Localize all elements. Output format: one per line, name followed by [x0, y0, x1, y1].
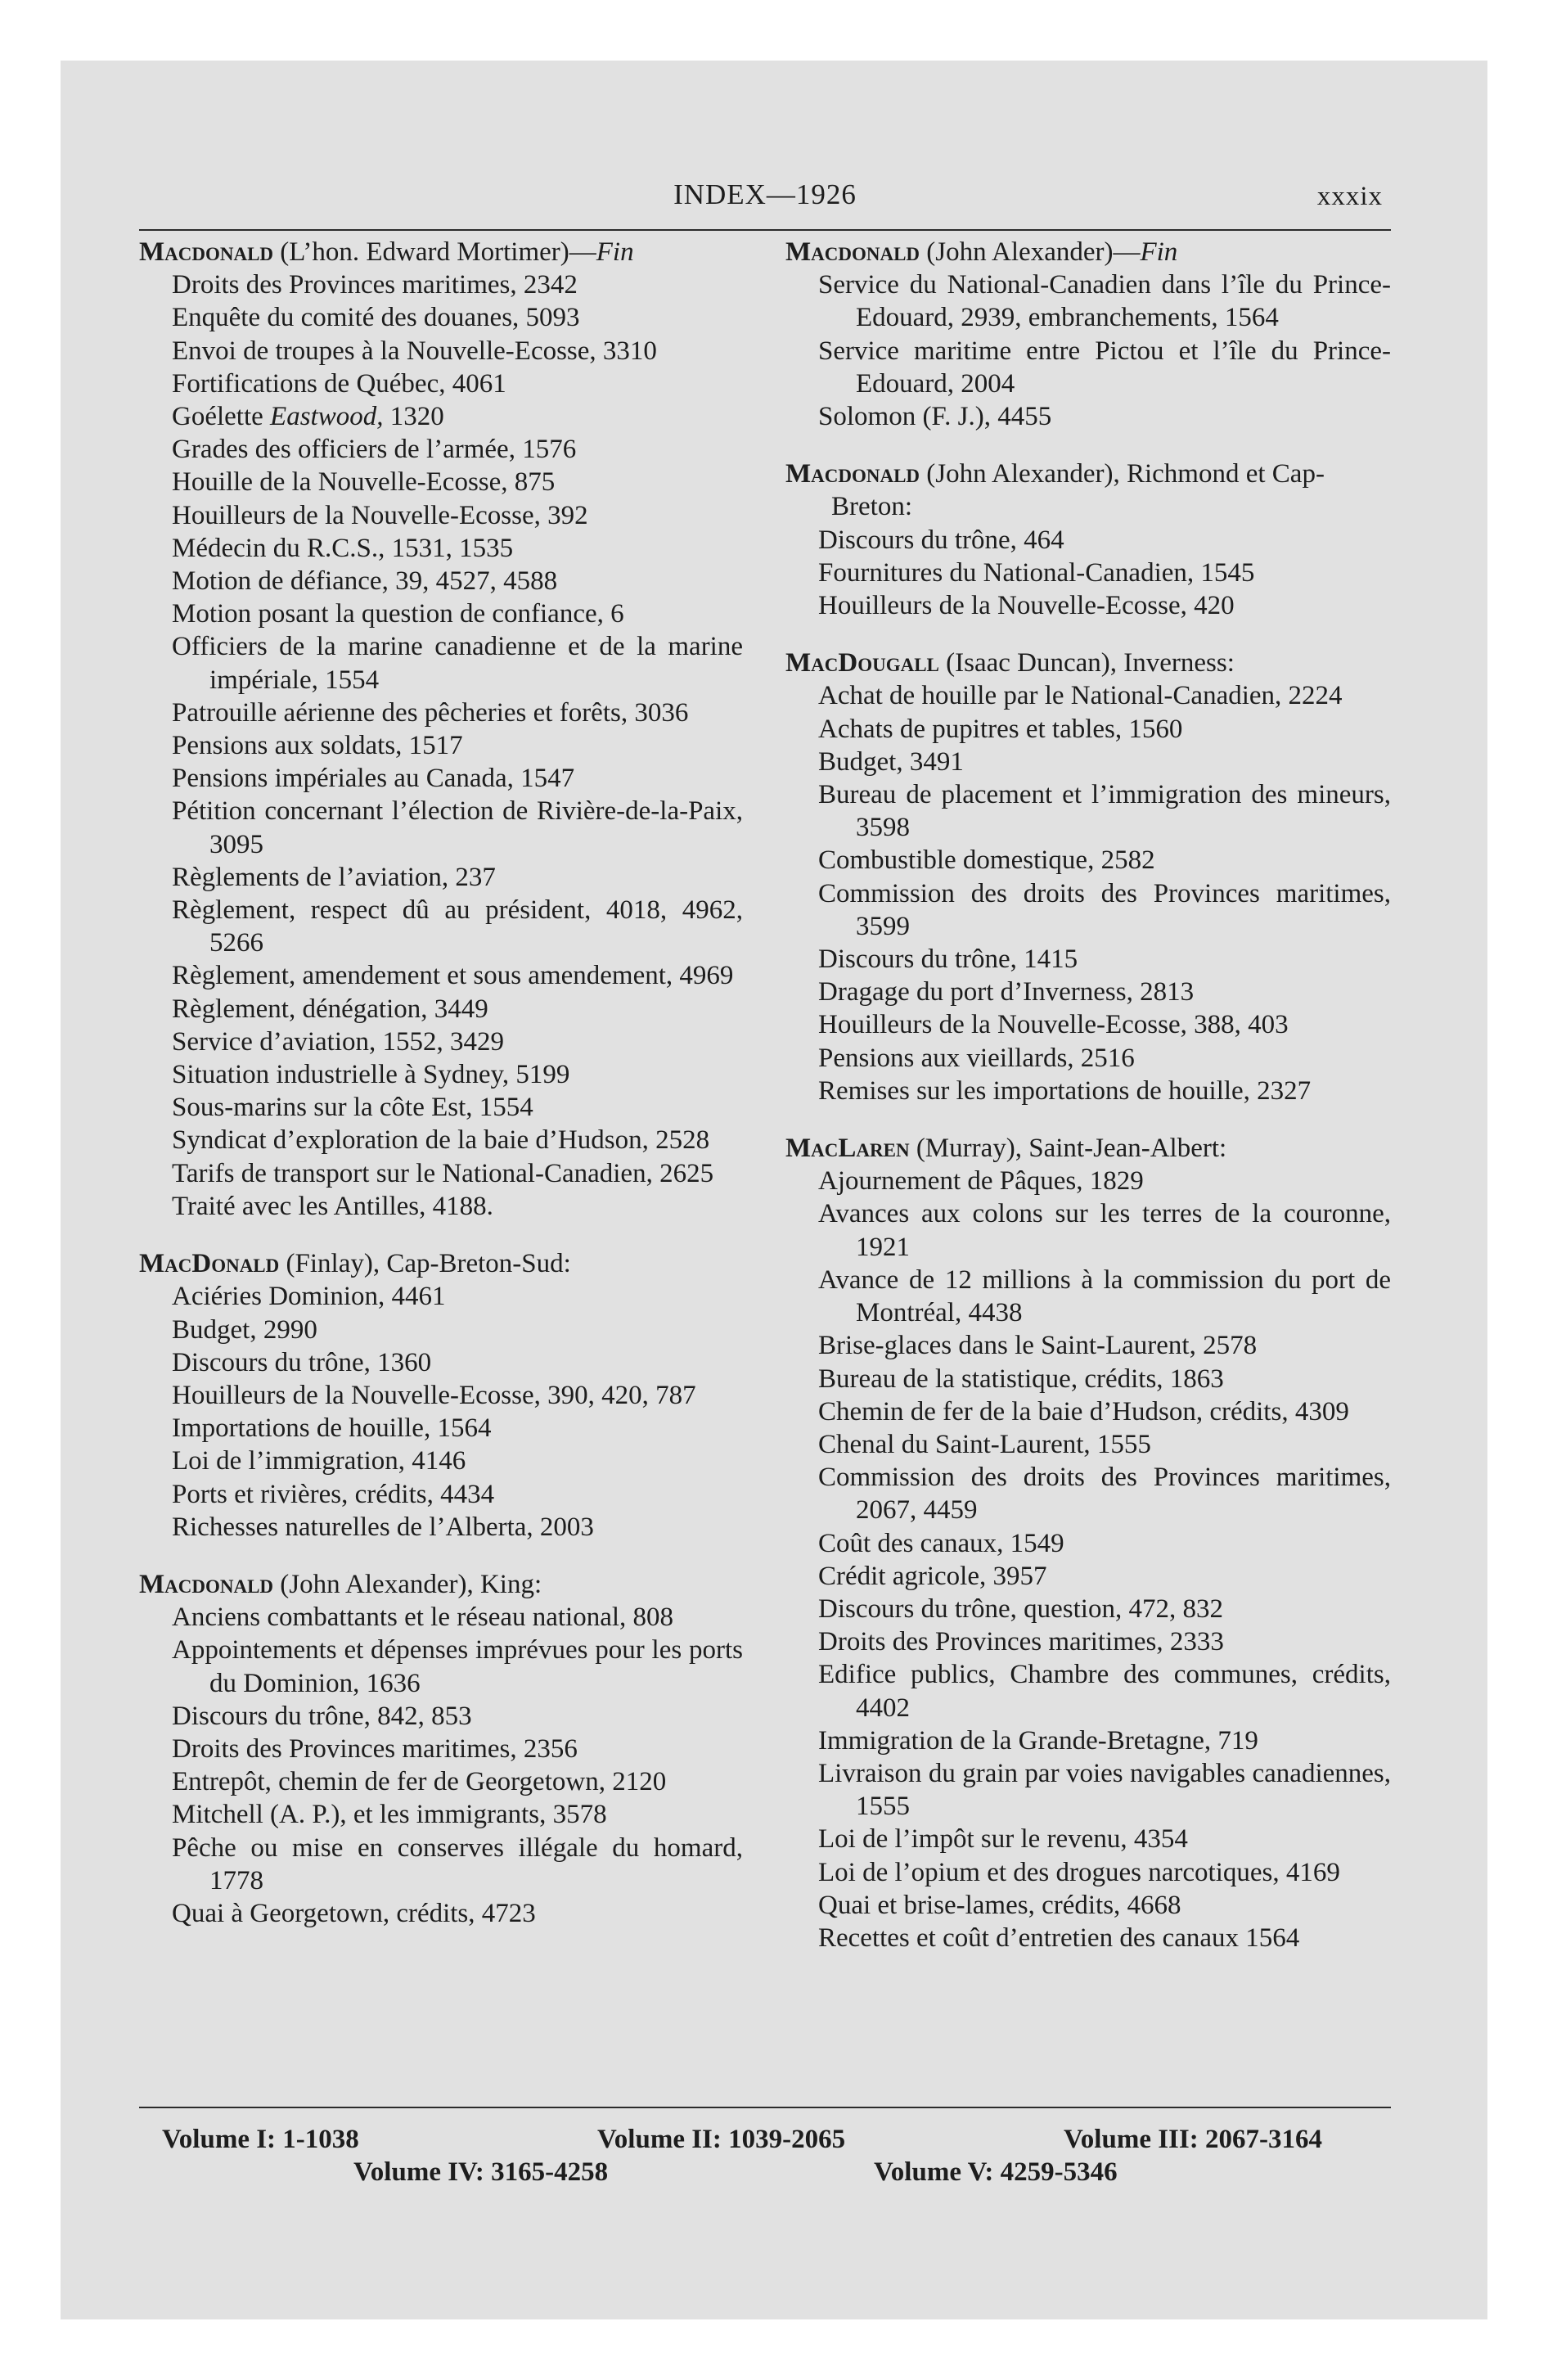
- subentry: Appointements et dépenses imprévues pour les ports du Dominion, 1636: [172, 1635, 743, 1698]
- continued-marker: Fin: [596, 237, 634, 267]
- subentry: Loi de l’immigration, 4146: [172, 1446, 466, 1476]
- subentry: Avance de 12 millions à la commission du port de Montréal, 4438: [818, 1264, 1391, 1328]
- subentry: Richesses naturelles de l’Alberta, 2003: [172, 1512, 594, 1542]
- entry-heading: [785, 1132, 1391, 1165]
- continued-marker: Fin: [1140, 237, 1178, 267]
- member-name: Macdonald: [785, 237, 920, 267]
- index-page: [139, 178, 1391, 2208]
- subentry: Discours du trône, question, 472, 832: [818, 1593, 1223, 1624]
- subentry: Bureau de placement et l’immigration des mineurs, 3598: [818, 780, 1391, 843]
- index-entry: [139, 236, 743, 1223]
- member-detail: (John Alexander), Richmond et Cap-Breton:: [831, 459, 1325, 522]
- ship-name: Eastwood,: [270, 402, 384, 432]
- page-title: INDEX—1926: [673, 178, 857, 210]
- subentry: [139, 400, 743, 433]
- subentry: Droits des Provinces maritimes, 2333: [818, 1627, 1224, 1657]
- subentry: Pensions aux vieillards, 2516: [818, 1043, 1135, 1073]
- subentry: Coût des canaux, 1549: [818, 1528, 1064, 1558]
- subentry: Quai et brise-lames, crédits, 4668: [818, 1890, 1181, 1920]
- subentry: Situation industrielle à Sydney, 5199: [172, 1060, 570, 1090]
- member-name: Macdonald: [785, 459, 920, 489]
- subentry: Aciéries Dominion, 4461: [172, 1282, 446, 1312]
- subentry: Droits des Provinces maritimes, 2356: [172, 1733, 578, 1764]
- volume-range: Volume I: 1-1038: [162, 2125, 359, 2154]
- subentry: Combustible domestique, 2582: [818, 845, 1155, 876]
- volume-range: Volume II: 1039-2065: [597, 2125, 846, 2154]
- subentry: Officiers de la marine canadienne et de la marine impériale, 1554: [172, 632, 743, 695]
- subentry: Achats de pupitres et tables, 1560: [818, 714, 1183, 744]
- member-detail: (John Alexander)—: [920, 237, 1141, 267]
- subentry: Médecin du R.C.S., 1531, 1535: [172, 533, 514, 563]
- subentry: Mitchell (A. P.), et les immigrants, 3578: [172, 1800, 607, 1830]
- volume-ranges: [139, 2108, 1391, 2188]
- running-head: [139, 178, 1391, 224]
- member-detail: (Murray), Saint-Jean-Albert:: [909, 1134, 1227, 1164]
- subentry: Houilleurs de la Nouvelle-Ecosse, 392: [172, 500, 588, 530]
- subentry: Commission des droits des Provinces maritimes, 2067, 4459: [818, 1463, 1391, 1526]
- subentry: Droits des Provinces maritimes, 2342: [172, 270, 578, 300]
- member-name: Macdonald: [139, 1569, 274, 1599]
- subentry: Edifice publics, Chambre des communes, crédits, 4402: [818, 1660, 1391, 1723]
- subentry: Immigration de la Grande-Bretagne, 719: [818, 1725, 1258, 1756]
- page-number: xxxix: [1316, 182, 1383, 211]
- subentry: Chenal du Saint-Laurent, 1555: [818, 1429, 1151, 1459]
- member-name: MacDougall: [785, 648, 939, 678]
- subentry: Houille de la Nouvelle-Ecosse, 875: [172, 467, 556, 498]
- subentry: Règlement, respect dû au président, 4018, 4962, 5266: [172, 895, 743, 958]
- subentry: Règlement, dénégation, 3449: [172, 994, 488, 1024]
- right-column: [785, 236, 1391, 2098]
- subentry: Envoi de troupes à la Nouvelle-Ecosse, 3310: [172, 336, 657, 366]
- subentry: Achat de houille par le National-Canadien, 2224: [818, 681, 1343, 711]
- member-name: MacDonald: [139, 1249, 280, 1279]
- subentry: Service du National-Canadien dans l’île du Prince-Edouard, 2939, embranchements, 1564: [818, 270, 1391, 333]
- subentry: Règlement, amendement et sous amendement, 4969: [172, 961, 734, 991]
- subentry: Tarifs de transport sur le National-Canadien, 2625: [172, 1158, 714, 1188]
- subentry: Grades des officiers de l’armée, 1576: [172, 435, 577, 465]
- entry-heading: [139, 1568, 743, 1601]
- volume-row: [139, 2156, 1391, 2188]
- member-name: MacLaren: [785, 1134, 910, 1164]
- subentry: Discours du trône, 464: [818, 525, 1064, 555]
- subentry: Loi de l’opium et des drogues narcotiques, 4169: [818, 1857, 1340, 1887]
- volume-range: Volume III: 2067-3164: [1064, 2125, 1322, 2154]
- subentry: Budget, 2990: [172, 1314, 317, 1345]
- subentry: Houilleurs de la Nouvelle-Ecosse, 388, 403: [818, 1010, 1289, 1040]
- left-column: [139, 236, 743, 2098]
- subentry: Discours du trône, 1415: [818, 944, 1078, 975]
- entry-heading: [139, 236, 743, 268]
- subentry: Pensions aux soldats, 1517: [172, 731, 463, 761]
- subentry: Enquête du comité des douanes, 5093: [172, 303, 580, 333]
- subentry: Chemin de fer de la baie d’Hudson, crédits, 4309: [818, 1396, 1349, 1427]
- subentry: Quai à Georgetown, crédits, 4723: [172, 1898, 536, 1928]
- index-entry: [785, 647, 1391, 1107]
- subentry: Sous-marins sur la côte Est, 1554: [172, 1093, 533, 1123]
- index-entry: [785, 1132, 1391, 1954]
- subentry: Remises sur les importations de houille, 2327: [818, 1075, 1312, 1106]
- subentry: Pêche ou mise en conserves illégale du homard, 1778: [172, 1832, 743, 1895]
- entry-heading: [785, 236, 1391, 268]
- entry-heading: [785, 647, 1391, 679]
- subentry: Pétition concernant l’élection de Rivière-de-la-Paix, 3095: [172, 796, 743, 859]
- subentry: Crédit agricole, 3957: [818, 1561, 1047, 1591]
- volume-range: Volume IV: 3165-4258: [353, 2157, 609, 2187]
- subentry: Motion posant la question de confiance, 6: [172, 599, 624, 629]
- subentry: Patrouille aérienne des pêcheries et forêts, 3036: [172, 697, 689, 728]
- index-entry: [139, 1247, 743, 1544]
- subentry: Bureau de la statistique, crédits, 1863: [818, 1364, 1224, 1394]
- subentry: Importations de houille, 1564: [172, 1413, 492, 1444]
- subentry: Motion de défiance, 39, 4527, 4588: [172, 566, 558, 597]
- subentry: Anciens combattants et le réseau national, 808: [172, 1602, 674, 1633]
- subentry: Ajournement de Pâques, 1829: [818, 1166, 1144, 1197]
- volume-row: [139, 2123, 1391, 2156]
- subentry: Entrepôt, chemin de fer de Georgetown, 2120: [172, 1767, 667, 1797]
- entry-heading: [785, 458, 1391, 523]
- member-detail: (Isaac Duncan), Inverness:: [938, 648, 1235, 678]
- subentry: Houilleurs de la Nouvelle-Ecosse, 390, 420, 787: [172, 1380, 696, 1410]
- subentry: Budget, 3491: [818, 746, 964, 777]
- subentry: Loi de l’impôt sur le revenu, 4354: [818, 1824, 1188, 1855]
- subentry: Livraison du grain par voies navigables canadiennes, 1555: [818, 1758, 1391, 1822]
- index-entry: [785, 236, 1391, 433]
- index-columns: [139, 231, 1391, 2098]
- volume-range: Volume V: 4259-5346: [874, 2157, 1118, 2187]
- member-detail: (L’hon. Edward Mortimer)—: [273, 237, 596, 267]
- subentry: Pensions impériales au Canada, 1547: [172, 764, 575, 794]
- subentry: Syndicat d’exploration de la baie d’Hudson, 2528: [172, 1125, 710, 1156]
- subentry: Règlements de l’aviation, 237: [172, 862, 496, 892]
- subentry: Fournitures du National-Canadien, 1545: [818, 557, 1255, 588]
- subentry: Solomon (F. J.), 4455: [818, 402, 1052, 432]
- subentry-pages: 1320: [383, 402, 444, 432]
- subentry: Brise-glaces dans le Saint-Laurent, 2578: [818, 1331, 1258, 1361]
- member-name: Macdonald: [139, 237, 274, 267]
- entry-heading: [139, 1247, 743, 1280]
- member-detail: (John Alexander), King:: [273, 1569, 542, 1599]
- subentry: Dragage du port d’Inverness, 2813: [818, 977, 1195, 1007]
- subentry: Fortifications de Québec, 4061: [172, 368, 506, 399]
- subentry: Traité avec les Antilles, 4188.: [172, 1191, 493, 1221]
- subentry: Service d’aviation, 1552, 3429: [172, 1026, 504, 1057]
- subentry-prefix: Goélette: [172, 402, 271, 432]
- subentry: Recettes et coût d’entretien des canaux 1564: [818, 1922, 1300, 1953]
- subentry: Houilleurs de la Nouvelle-Ecosse, 420: [818, 591, 1235, 621]
- member-detail: (Finlay), Cap-Breton-Sud:: [279, 1249, 571, 1279]
- index-entry: [139, 1568, 743, 1930]
- index-entry: [785, 458, 1391, 622]
- subentry: Discours du trône, 1360: [172, 1347, 432, 1377]
- subentry: Service maritime entre Pictou et l’île du Prince-Edouard, 2004: [818, 336, 1391, 399]
- subentry: Ports et rivières, crédits, 4434: [172, 1479, 495, 1509]
- subentry: Commission des droits des Provinces maritimes, 3599: [818, 878, 1391, 941]
- subentry: Avances aux colons sur les terres de la couronne, 1921: [818, 1199, 1391, 1262]
- subentry: Discours du trône, 842, 853: [172, 1701, 472, 1731]
